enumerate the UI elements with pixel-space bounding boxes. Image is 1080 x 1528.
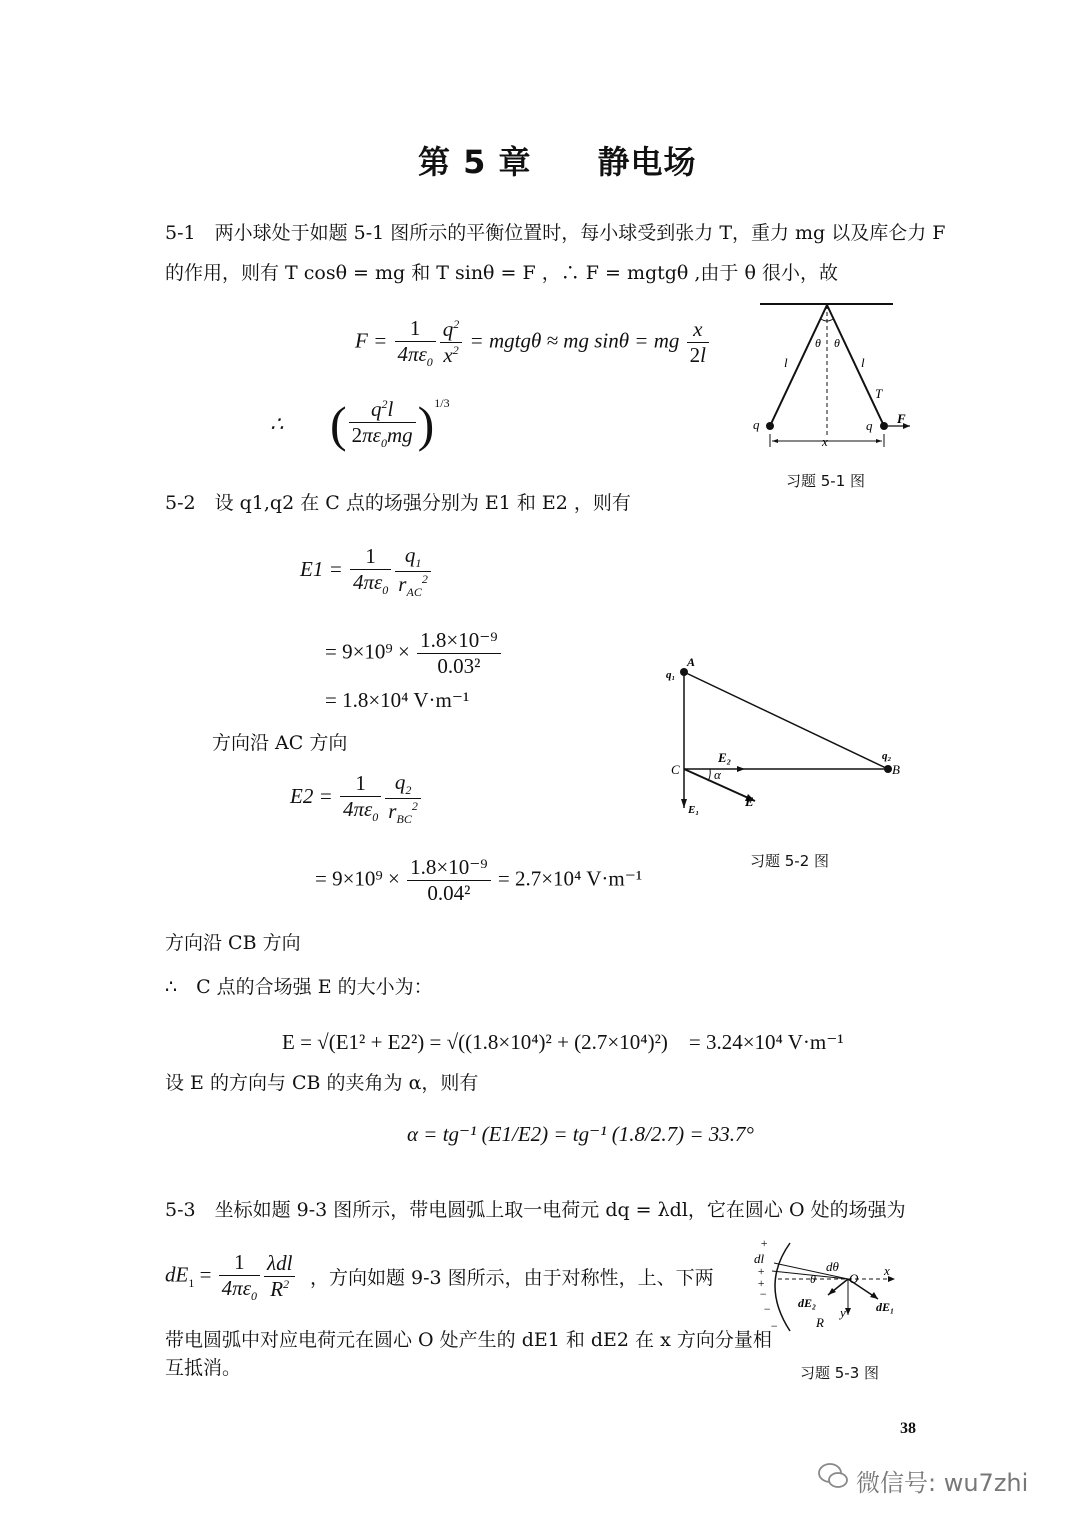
svg-text:+: + <box>757 1264 766 1278</box>
label-l-left: l <box>784 355 788 370</box>
svg-text:x: x <box>884 1263 890 1278</box>
svg-text:dl: dl <box>754 1251 765 1266</box>
total-field-intro: ∴ C 点的合场强 E 的大小为： <box>165 976 433 998</box>
svg-text:−: − <box>763 1302 772 1316</box>
frac-coulomb: $\frac{1}{4\pi\varepsilon_0}$ <box>395 316 436 370</box>
label-x: x <box>822 434 828 449</box>
svg-text:dE₂: dE₂ <box>798 1296 817 1310</box>
svg-text:A: A <box>687 655 696 669</box>
side-ab <box>684 672 888 769</box>
equation-5-1-force <box>355 316 711 370</box>
frac-q2x2: $\frac{q^2}{x^2}$ <box>440 317 463 368</box>
svg-text:α: α <box>714 767 721 782</box>
angle-intro: 设 E 的方向与 CB 的夹角为 α，则有 <box>165 1072 479 1094</box>
right-string <box>827 305 884 426</box>
caption-5-1: 习题 5-1 图 <box>786 472 866 490</box>
equation-e1-step: = 9×10⁹ × $\frac{\text{1.8×10⁻⁹}}{\text{0.03²}}$ <box>325 628 503 679</box>
page-number: 38 <box>900 1420 916 1437</box>
direction-ac: 方向沿 AC 方向 <box>212 732 348 754</box>
svg-text:+: + <box>757 1276 766 1290</box>
svg-text:C: C <box>671 762 680 777</box>
eq-rhs: = mgtgθ ≈ mg sinθ = mg <box>469 328 680 353</box>
label-l-right: l <box>861 355 865 370</box>
svg-text:+: + <box>760 1236 769 1250</box>
eq-lhs: F = <box>355 328 388 353</box>
svg-text:θ: θ <box>810 1272 816 1286</box>
theta-right: θ <box>834 336 840 350</box>
point-b <box>884 765 892 773</box>
equation-e1-result: = 1.8×10⁴ V·m⁻¹ <box>325 688 470 712</box>
caption-5-2: 习题 5-2 图 <box>750 852 830 870</box>
svg-text:dθ: dθ <box>826 1259 839 1274</box>
equation-total-field: E = √(E1² + E2²) = √((1.8×10⁴)² + (2.7×10⁴)²) = 3.24×10⁴ V·m⁻¹ <box>282 1030 844 1054</box>
chapter-title: 第 5 章 静电场 <box>418 143 697 181</box>
left-ball <box>766 422 774 430</box>
equation-e1: E1 = $\frac{1}{4\pi\varepsilon_0}$ $\frac{q_1}{r_{AC}^2}$ <box>300 543 433 599</box>
label-q-right: q <box>866 418 873 433</box>
caption-5-3: 习题 5-3 图 <box>800 1364 880 1382</box>
problem-5-3-line1: 5-3 坐标如题 9-3 图所示，带电圆弧上取一电荷元 dq = λdl，它在圆心 O 处的场强为 <box>165 1199 906 1221</box>
svg-text:y: y <box>840 1305 846 1320</box>
svg-text:R: R <box>816 1315 824 1330</box>
svg-text:E₂: E₂ <box>718 750 732 765</box>
wechat-icon <box>818 1462 848 1490</box>
svg-text:O: O <box>849 1271 859 1286</box>
equation-5-1-x: ( $\frac{q^2l}{2\pi\varepsilon_0mg}$ )$^{1/3}$ <box>330 395 450 452</box>
left-string <box>770 305 827 426</box>
equation-e2: E2 = $\frac{1}{4\pi\varepsilon_0}$ $\frac{q_2}{r_{BC}^2}$ <box>290 770 423 826</box>
problem-5-3-line2: ，方向如题 9-3 图所示，由于对称性，上、下两 <box>310 1267 714 1289</box>
problem-5-2-intro: 5-2 设 q1,q2 在 C 点的场强分别为 E1 和 E2 ，则有 <box>165 492 631 514</box>
svg-text:E: E <box>745 794 754 809</box>
label-q-left: q <box>753 417 760 432</box>
problem-5-1-line2: 的作用，则有 T cosθ = mg 和 T sinθ = F ，∴ F = mgtgθ ,由于 θ 很小，故 <box>165 262 838 284</box>
svg-text:−: − <box>770 1319 779 1333</box>
watermark-text: 微信号: wu7zhi <box>856 1469 1029 1497</box>
label-T: T <box>875 386 883 401</box>
frac-x-2l: $\frac{x}{2l}$ <box>687 317 709 368</box>
figure-5-2 <box>660 650 910 820</box>
equation-e2-step: = 9×10⁹ × $\frac{\text{1.8×10⁻⁹}}{\text{0.04²}}$ = 2.7×10⁴ V·m⁻¹ <box>315 855 643 906</box>
equation-angle: α = tg⁻¹ (E1/E2) = tg⁻¹ (1.8/2.7) = 33.7° <box>407 1122 754 1146</box>
problem-5-1-line1: 5-1 两小球处于如题 5-1 图所示的平衡位置时，每小球受到张力 T，重力 mg 以及库仑力 F <box>165 222 946 244</box>
direction-cb: 方向沿 CB 方向 <box>165 932 301 954</box>
right-ball <box>880 422 888 430</box>
label-F: F <box>897 411 906 426</box>
svg-text:−: − <box>759 1287 768 1301</box>
figure-5-1 <box>745 295 915 455</box>
equation-de1: $dE_1$ = $\frac{1}{4\pi\varepsilon_0}$ $\frac{\text{λdl}}{R^2}$ <box>165 1250 297 1304</box>
svg-text:q₂: q₂ <box>882 750 892 762</box>
charged-arc <box>775 1243 790 1331</box>
svg-text:dE₁: dE₁ <box>876 1300 895 1314</box>
svg-text:q₁: q₁ <box>666 669 676 681</box>
figure-5-3 <box>750 1235 920 1345</box>
theta-left: θ <box>815 336 821 350</box>
point-a <box>680 668 688 676</box>
problem-5-3-line4: 互抵消。 <box>165 1357 242 1379</box>
svg-text:B: B <box>892 762 900 777</box>
therefore-symbol: ∴ <box>270 412 284 436</box>
problem-5-3-line3: 带电圆弧中对应电荷元在圆心 O 处产生的 dE1 和 dE2 在 x 方向分量相 <box>165 1329 772 1351</box>
svg-text:E₁: E₁ <box>688 804 700 816</box>
